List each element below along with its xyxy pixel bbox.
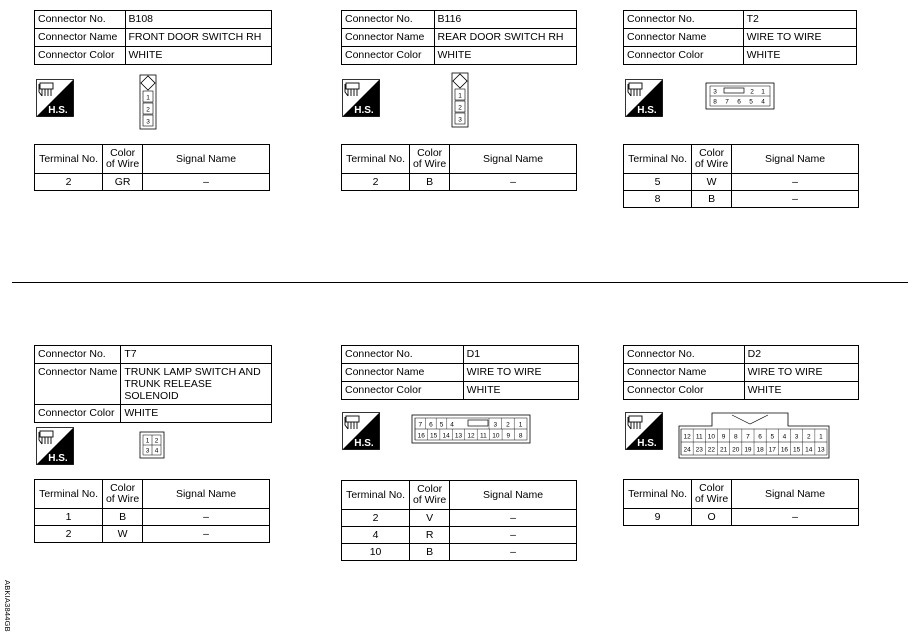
connector-face-d2 [676,412,832,460]
info-value: WHITE [744,382,858,400]
pin-label: 4 [450,421,454,429]
info-label: Connector No. [342,11,435,29]
pin-label: 5 [439,421,444,429]
table-cell: – [143,509,270,526]
table-row [342,510,577,527]
pin-label: 2 [506,421,510,429]
pin-label: 22 [707,446,716,454]
info-value: WIRE TO WIRE [744,364,858,382]
table-cell: 2 [35,174,103,191]
column-header: Color of Wire [103,145,143,174]
table-cell: O [692,509,732,526]
pin-label: 15 [430,432,438,440]
harness-side-icon [36,427,74,465]
table-cell: 10 [342,544,410,561]
pin-label: 15 [792,446,801,454]
terminal-table-d1 [341,480,577,561]
pin-label: 14 [805,446,813,454]
info-label: Connector Name [624,29,744,47]
pin-label: 2 [806,433,811,441]
table-cell: 2 [342,174,410,191]
table-cell: 2 [342,510,410,527]
table-cell: – [450,527,577,544]
info-value: T2 [743,11,856,29]
connector-face-b116 [450,72,470,128]
pin-label: 13 [817,446,825,454]
table-cell: – [143,174,270,191]
info-label: Connector Color [342,382,464,400]
pin-label: 5 [749,98,753,106]
hs-label: H.S. [48,105,68,116]
table-row [342,544,577,561]
info-label: Connector No. [35,346,121,364]
pin-label: 4 [154,447,159,455]
table-cell: B [103,509,143,526]
info-value: FRONT DOOR SWITCH RH [125,29,272,47]
info-label: Connector Color [35,47,126,65]
info-row [624,47,857,65]
harness-side-icon [342,79,380,117]
info-row [342,364,579,382]
connector-info-d2 [623,345,859,400]
info-row [35,405,272,423]
column-header: Signal Name [450,145,577,174]
table-cell: B [410,544,450,561]
pin-label: 3 [493,421,498,429]
pin-label: 14 [442,432,450,440]
column-header: Color of Wire [103,480,143,509]
section-divider [12,282,908,283]
table-cell: – [732,509,859,526]
pin-label: 9 [506,432,511,440]
table-cell: GR [103,174,143,191]
pin-label: 3 [458,116,462,124]
info-value: WIRE TO WIRE [463,364,578,382]
info-row [624,29,857,47]
info-label: Connector Color [35,405,121,423]
pin-label: 10 [707,433,716,441]
column-header: Terminal No. [624,145,692,174]
column-header: Terminal No. [342,145,410,174]
pin-label: 3 [146,118,150,126]
table-cell: 5 [624,174,692,191]
hs-label: H.S. [354,105,374,116]
info-row [342,346,579,364]
connector-info-t2 [623,10,857,65]
column-header: Color of Wire [410,145,450,174]
pin-label: 5 [770,433,775,441]
info-label: Connector No. [35,11,126,29]
info-value: WHITE [463,382,578,400]
pin-label: 4 [782,433,787,441]
info-label: Connector No. [624,346,745,364]
pin-label: 7 [418,421,423,429]
pin-label: 18 [756,446,764,454]
pin-label: 1 [761,88,765,96]
info-value: D1 [463,346,578,364]
table-cell: – [732,174,859,191]
table-cell: 8 [624,191,692,208]
info-label: Connector No. [342,346,464,364]
info-row [35,364,272,405]
image-id-text: ABKIA3844GB [3,580,12,632]
connector-face-b108 [138,74,158,130]
info-value: B116 [434,11,576,29]
table-cell: W [692,174,732,191]
pin-label: 24 [683,446,691,454]
hs-label: H.S. [48,453,68,464]
column-header: Color of Wire [410,481,450,510]
image-id [2,580,14,632]
info-row [35,29,272,47]
table-cell: W [103,526,143,543]
table-cell: B [410,174,450,191]
info-row [35,11,272,29]
info-label: Connector Name [342,29,435,47]
pin-label: 1 [819,433,823,441]
table-row [624,191,859,208]
pin-label: 8 [713,98,717,106]
pin-label: 4 [761,98,765,106]
hs-label: H.S. [637,438,657,449]
pin-label: 2 [750,88,754,96]
info-row [342,11,577,29]
table-cell: 2 [35,526,103,543]
table-cell: 1 [35,509,103,526]
terminal-table-b116 [341,144,577,191]
pin-label: 10 [492,432,500,440]
info-row [342,29,577,47]
pin-label: 3 [794,433,799,441]
table-cell: – [450,174,577,191]
pin-label: 8 [518,432,523,440]
info-label: Connector Color [342,47,435,65]
pin-label: 13 [454,432,463,440]
pin-label: 17 [768,446,776,454]
table-row [35,509,270,526]
pin-label: 2 [146,106,150,114]
column-header: Terminal No. [342,481,410,510]
column-header: Signal Name [450,481,577,510]
pin-label: 19 [744,446,752,454]
connector-info-d1 [341,345,579,400]
table-cell: R [410,527,450,544]
info-label: Connector No. [624,11,744,29]
info-label: Connector Name [624,364,745,382]
harness-side-icon [625,79,663,117]
info-label: Connector Name [35,29,126,47]
info-label: Connector Name [35,364,121,405]
table-cell: 4 [342,527,410,544]
pin-label: 2 [154,437,159,445]
connector-face-t2 [705,82,775,110]
table-row [624,174,859,191]
info-value: T7 [121,346,272,364]
table-cell: – [450,510,577,527]
table-cell: B [692,191,732,208]
pin-label: 3 [713,88,717,96]
column-header: Color of Wire [692,145,732,174]
info-row [342,47,577,65]
column-header: Signal Name [732,145,859,174]
info-row [624,11,857,29]
pin-label: 7 [746,433,750,441]
info-row [624,346,859,364]
info-value: WHITE [125,47,272,65]
pin-label: 3 [145,447,150,455]
column-header: Terminal No. [35,145,103,174]
table-row [624,509,859,526]
info-value: REAR DOOR SWITCH RH [434,29,576,47]
pin-label: 6 [429,421,433,429]
pin-label: 12 [467,432,475,440]
pin-label: 1 [145,437,150,445]
column-header: Signal Name [143,145,270,174]
hs-label: H.S. [354,438,374,449]
info-label: Connector Name [342,364,464,382]
pin-label: 1 [146,94,150,102]
terminal-table-b108 [34,144,270,191]
pin-label: 16 [417,432,425,440]
terminal-table-d2 [623,479,859,526]
pin-label: 20 [732,446,740,454]
table-row [342,527,577,544]
pin-label: 7 [725,98,729,106]
info-value: WHITE [743,47,856,65]
pin-label: 8 [733,433,738,441]
pin-label: 6 [737,98,741,106]
info-row [624,382,859,400]
info-row [624,364,859,382]
pin-label: 21 [719,446,728,454]
info-value: WHITE [434,47,576,65]
harness-side-icon [625,412,663,450]
pin-label: 16 [780,446,789,454]
terminal-table-t2 [623,144,859,208]
harness-side-icon [342,412,380,450]
table-row [342,174,577,191]
harness-side-icon [36,79,74,117]
connector-info-b116 [341,10,577,65]
info-row [35,346,272,364]
table-cell: – [450,544,577,561]
info-label: Connector Color [624,47,744,65]
pin-label: 12 [683,433,691,441]
pin-label: 23 [695,446,703,454]
column-header: Signal Name [143,480,270,509]
pin-label: 11 [695,433,703,441]
terminal-table-t7 [34,479,270,543]
table-row [35,526,270,543]
info-row [342,382,579,400]
hs-label: H.S. [637,105,657,116]
pin-label: 11 [480,432,487,440]
pin-label: 2 [458,104,462,112]
connector-info-b108 [34,10,272,65]
column-header: Terminal No. [624,480,692,509]
connector-face-d1 [411,414,531,444]
info-value: B108 [125,11,272,29]
table-row [35,174,270,191]
column-header: Color of Wire [692,480,732,509]
pin-label: 6 [758,433,762,441]
table-cell: V [410,510,450,527]
table-cell: – [732,191,859,208]
table-cell: – [143,526,270,543]
pin-label: 9 [721,433,726,441]
column-header: Signal Name [732,480,859,509]
connector-info-t7 [34,345,272,423]
info-row [35,47,272,65]
column-header: Terminal No. [35,480,103,509]
pin-label: 1 [518,421,523,429]
info-label: Connector Color [624,382,745,400]
info-value: D2 [744,346,858,364]
connector-face-t7 [139,431,165,459]
info-value: WHITE [121,405,272,423]
pin-label: 1 [458,92,462,100]
info-value: TRUNK LAMP SWITCH AND TRUNK RELEASE SOLENOID [121,364,272,405]
table-cell: 9 [624,509,692,526]
info-value: WIRE TO WIRE [743,29,856,47]
